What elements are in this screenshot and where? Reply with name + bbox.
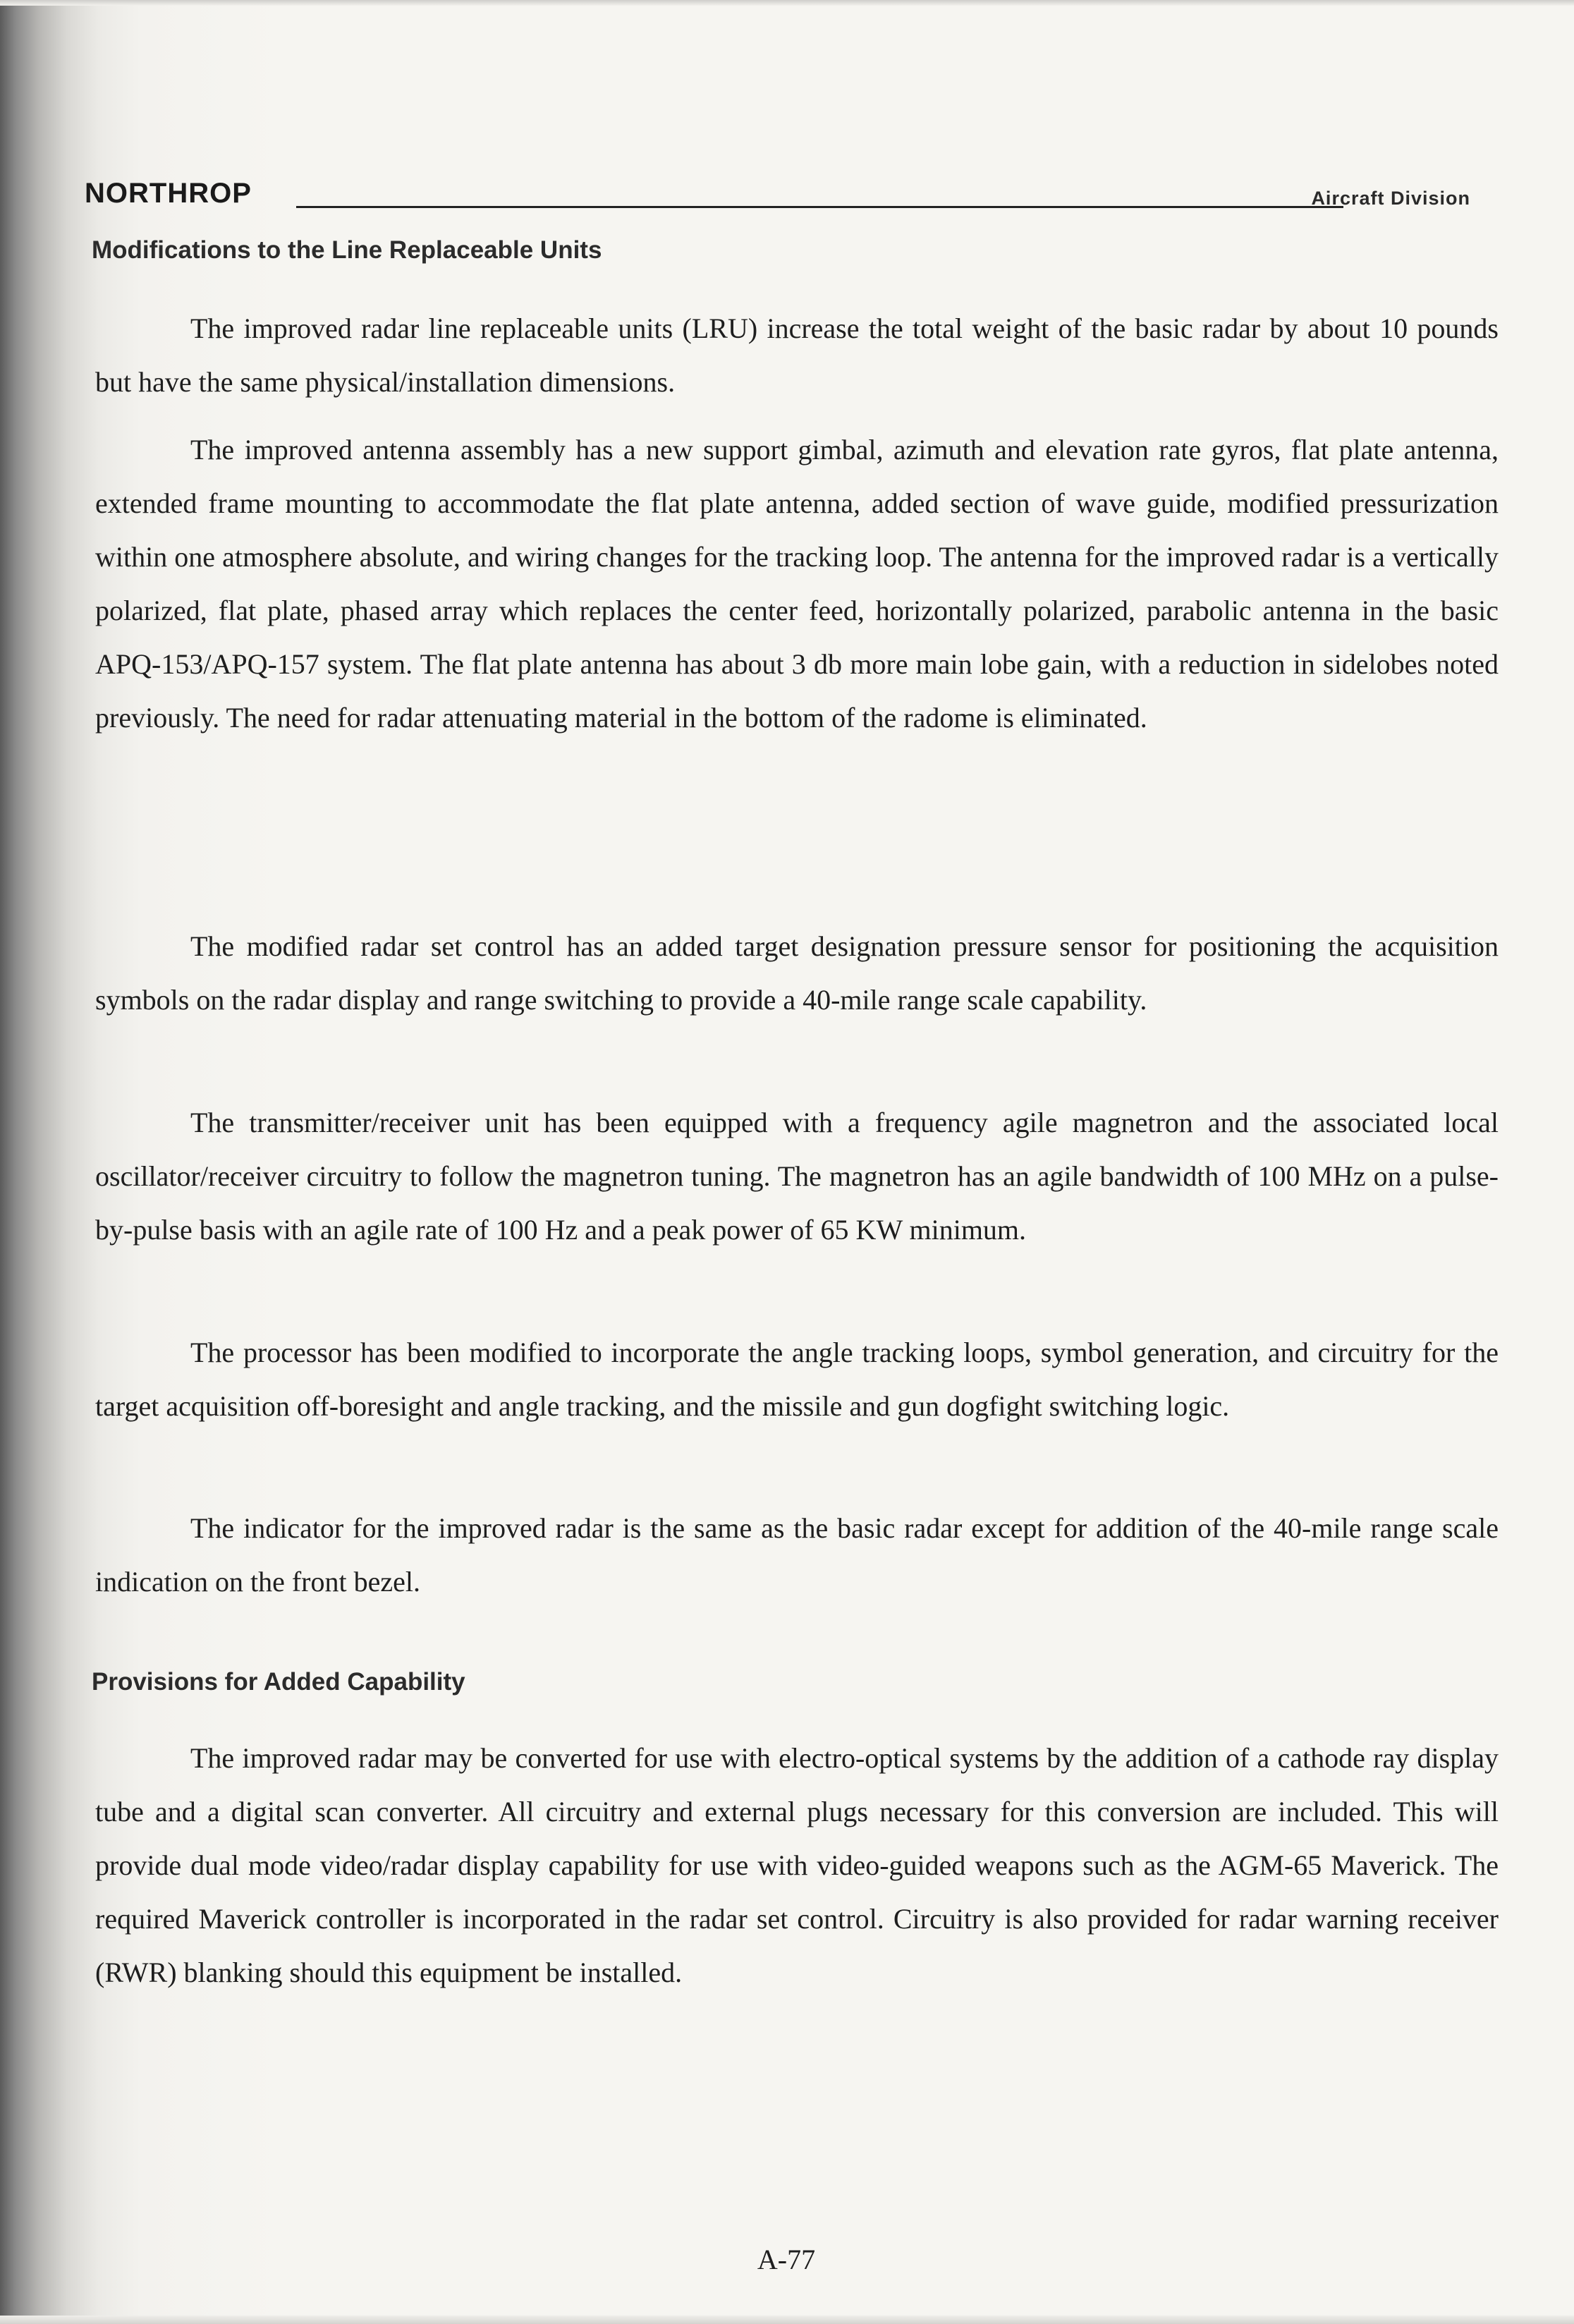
paragraph: The improved antenna assembly has a new support gimbal, azimuth and elevation rate gyros, flat plate antenna, extended frame mounting to accommodate the flat plate antenna, added section of wave guide, modified pressurization within one atmosphere absolute, and wiring changes for the tracking loop. The antenna for the improved radar is a vertically polarized, flat plate, phased array which replaces the center feed, horizontally polarized, parabolic antenna in the basic APQ-153/APQ-157 system. The flat plate antenna has about 3 db more main lobe gain, with a reduction in sidelobes noted previously. The need for radar attenuating material in the bottom of the radome is eliminated. — [95, 434, 1499, 734]
page-bottom-edge — [0, 2316, 1574, 2324]
section-heading: Modifications to the Line Replaceable Units — [92, 236, 602, 264]
paragraph: The transmitter/receiver unit has been equipped with a frequency agile magnetron and the associated local oscillator/receiver circuitry to follow the magnetron tuning. The magnetron has an agile bandwidth of 100 MHz on a pulse-by-pulse basis with an agile rate of 100 Hz and a peak power of 65 KW minimum. — [95, 1107, 1499, 1246]
paragraph: The improved radar line replaceable units (LRU) increase the total weight of the basic radar by about 10 pounds but have the same physical/installation dimensions. — [95, 312, 1499, 398]
paragraph: The indicator for the improved radar is the same as the basic radar except for addition of the 40-mile range scale indication on the front bezel. — [95, 1512, 1499, 1598]
paragraph: The improved radar may be converted for use with electro-optical systems by the addition of a cathode ray display tube and a digital scan converter. All circuitry and external plugs necessary for this conversion are included. This will provide dual mode video/radar display capability for use with video-guided weapons such as the AGM-65 Maverick. The required Maverick controller is incorporated in the radar set control. Circuitry is also provided for radar warning receiver (RWR) blanking should this equipment be installed. — [95, 1742, 1499, 1988]
page-number: A-77 — [757, 2244, 816, 2275]
paragraph: The processor has been modified to incorporate the angle tracking loops, symbol generation, and circuitry for the target acquisition off-boresight and angle tracking, and the missile and gun dogfight switching logic. — [95, 1337, 1499, 1422]
division-name: Aircraft Division — [1311, 188, 1470, 209]
page-top-edge — [0, 0, 1574, 6]
paragraph: The modified radar set control has an added target designation pressure sensor for positioning the acquisition symbols on the radar display and range switching to provide a 40-mile range scale capability. — [95, 930, 1499, 1016]
company-name: NORTHROP — [85, 178, 252, 209]
header-rule — [296, 206, 1343, 208]
page-header — [85, 178, 1470, 220]
section-heading: Provisions for Added Capability — [92, 1668, 465, 1696]
